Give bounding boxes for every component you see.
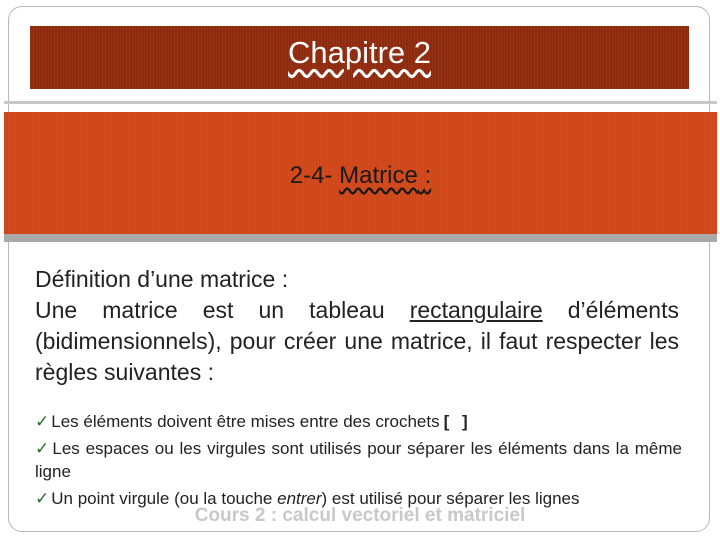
chapter-title: Chapitre 2	[287, 35, 432, 70]
checkmark-icon: ✓	[35, 412, 50, 431]
checkmark-icon: ✓	[35, 489, 50, 508]
title-bar	[30, 26, 689, 89]
definition-heading: Définition d’une matrice :	[35, 266, 289, 292]
footer-watermark: Cours 2 : calcul vectoriel et matriciel	[194, 505, 526, 526]
section-number: 2-4-	[289, 162, 333, 189]
rules-list	[35, 410, 682, 514]
list-item: ✓ Les éléments doivent être mises entre des crochets [ ]	[35, 412, 472, 431]
list-item: ✓ Les espaces ou les virgules sont utilisés pour séparer les éléments dans la même ligne	[35, 439, 682, 481]
key-name: entrer	[277, 489, 322, 508]
definition-paragraph: Une matrice est un tableau rectangulaire d’éléments (bidimensionnels), pour créer une matrice, il faut respecter les règles suivantes :	[35, 297, 679, 385]
brackets-symbol: [ ]	[443, 412, 472, 431]
section-band	[4, 112, 717, 234]
emphasis-word: rectangulaire	[409, 297, 543, 323]
divider-line	[4, 101, 717, 104]
checkmark-icon: ✓	[35, 439, 51, 458]
section-name: Matrice :	[339, 162, 432, 189]
section-band-shadow	[4, 234, 717, 242]
definition-block	[35, 264, 679, 388]
section-title	[4, 162, 717, 190]
list-item: ✓ Un point virgule (ou la touche entrer) est utilisé pour séparer les lignes	[35, 489, 580, 508]
